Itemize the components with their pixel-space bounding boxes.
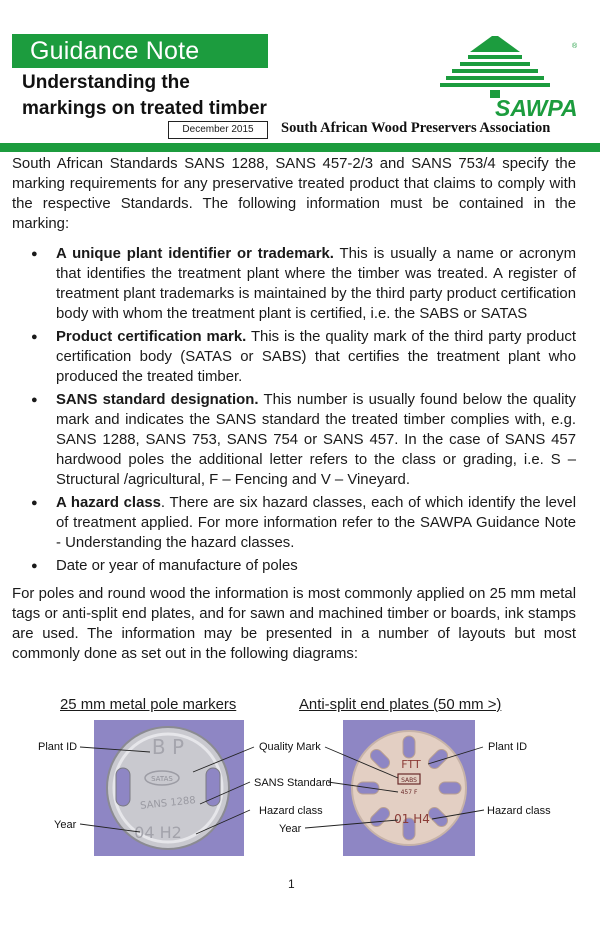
guidance-note-banner (12, 34, 268, 68)
item-text: This is the quality mark of the third party product certification body (SATAS or SABS) that certifies the treatment plant who produced the treated timber. (56, 329, 576, 385)
stamp-letters: B P (151, 735, 185, 759)
intro-paragraph: South African Standards SANS 1288, SANS 457-2/3 and SANS 753/4 specify the marking requirements for any preservative treated product that claims to comply with the respective Standards. The following information must be contained in the marking: (12, 156, 576, 232)
logo-stripe (446, 76, 544, 80)
label-plant-id-right: Plant ID (488, 741, 528, 753)
item-text: Date or year of manufacture of poles (56, 558, 298, 574)
end-plate-photo (343, 720, 475, 856)
header-divider (0, 143, 600, 152)
date-box: December 2015 (168, 121, 268, 139)
logo-tree-top (470, 36, 520, 52)
item-title: A unique plant identifier or trademark. (56, 246, 334, 262)
stamp-mark: SATAS (151, 775, 173, 783)
list-item (12, 244, 576, 324)
page-title (22, 70, 272, 122)
association-name: South African Wood Preservers Association (281, 120, 551, 136)
logo-stripe (468, 55, 522, 59)
plate-mark: SABS (401, 777, 417, 784)
item-text: This is usually a name or acronym that identifies the treatment plant where the timber was treated. A register of treatment plant trademarks is maintained by the third party product certification body with whom the treatment plant is certified, i.e. the SABS or SATAS (56, 246, 576, 322)
item-title: Product certification mark. (56, 329, 247, 345)
sawpa-logo (440, 36, 580, 122)
list-item (12, 556, 576, 576)
item-text: This number is usually found below the quality mark and indicates the SANS standard the treated timber complies with, e.g. SANS 1288, SANS 753, SANS 754 or SANS 457. In the case of SANS 457 hardwood poles the additional letter refers to the class or grading, i.e. S – Structural /agricultural, F – Fencing and V – Vineyard. (56, 392, 576, 488)
logo-stripe (452, 69, 538, 73)
banner-text: Guidance Note (30, 37, 200, 65)
second-paragraph: For poles and round wood the information is most commonly applied on 25 mm metal tags or anti-split end plates, and for sawn and machined timber or boards, ink stamps are used. The information may be presented in a number of layouts but most commonly done as set out in the following diagrams: (12, 586, 576, 662)
title-line-1: Understanding the (22, 72, 190, 93)
caption-pole-markers: 25 mm metal pole markers (60, 697, 237, 713)
logo-stripe (460, 62, 530, 66)
requirements-list (12, 244, 576, 576)
title-line-2: markings on treated timber (22, 98, 267, 119)
item-title: A hazard class (56, 495, 161, 511)
label-hazard-class-right: Hazard class (487, 805, 551, 817)
logo-text: SAWPA (495, 95, 578, 121)
registered-mark: ® (572, 43, 578, 50)
label-hazard-class-middle: Hazard class (259, 805, 323, 817)
pole-marker-photo (94, 720, 244, 856)
plate-year: 01 H4 (394, 812, 430, 826)
stamp-standard: SANS 1288 (139, 795, 197, 812)
label-sans-standard: SANS Standard (254, 777, 332, 789)
tag-slot-left (116, 768, 130, 806)
label-year-left: Year (54, 819, 77, 831)
logo-stripe (440, 83, 550, 87)
plate-letters: FTT (401, 758, 421, 771)
item-text: . There are six hazard classes, each of which identify the level of treatment applied. For more information refer to the SAWPA Guidance Note - Understanding the hazard classes. (56, 495, 576, 551)
plate-standard: 457 F (400, 789, 418, 796)
body-content (12, 154, 576, 664)
item-title: SANS standard designation. (56, 392, 259, 408)
label-quality-mark: Quality Mark (259, 741, 321, 753)
list-item (12, 327, 576, 387)
label-year-middle: Year (279, 823, 302, 835)
page-number: 1 (288, 877, 295, 891)
label-plant-id-left: Plant ID (38, 741, 78, 753)
marking-diagrams (0, 720, 600, 870)
stamp-year: 04 H2 (134, 823, 182, 842)
list-item (12, 493, 576, 553)
list-item (12, 390, 576, 490)
caption-end-plates: Anti-split end plates (50 mm >) (299, 697, 502, 713)
